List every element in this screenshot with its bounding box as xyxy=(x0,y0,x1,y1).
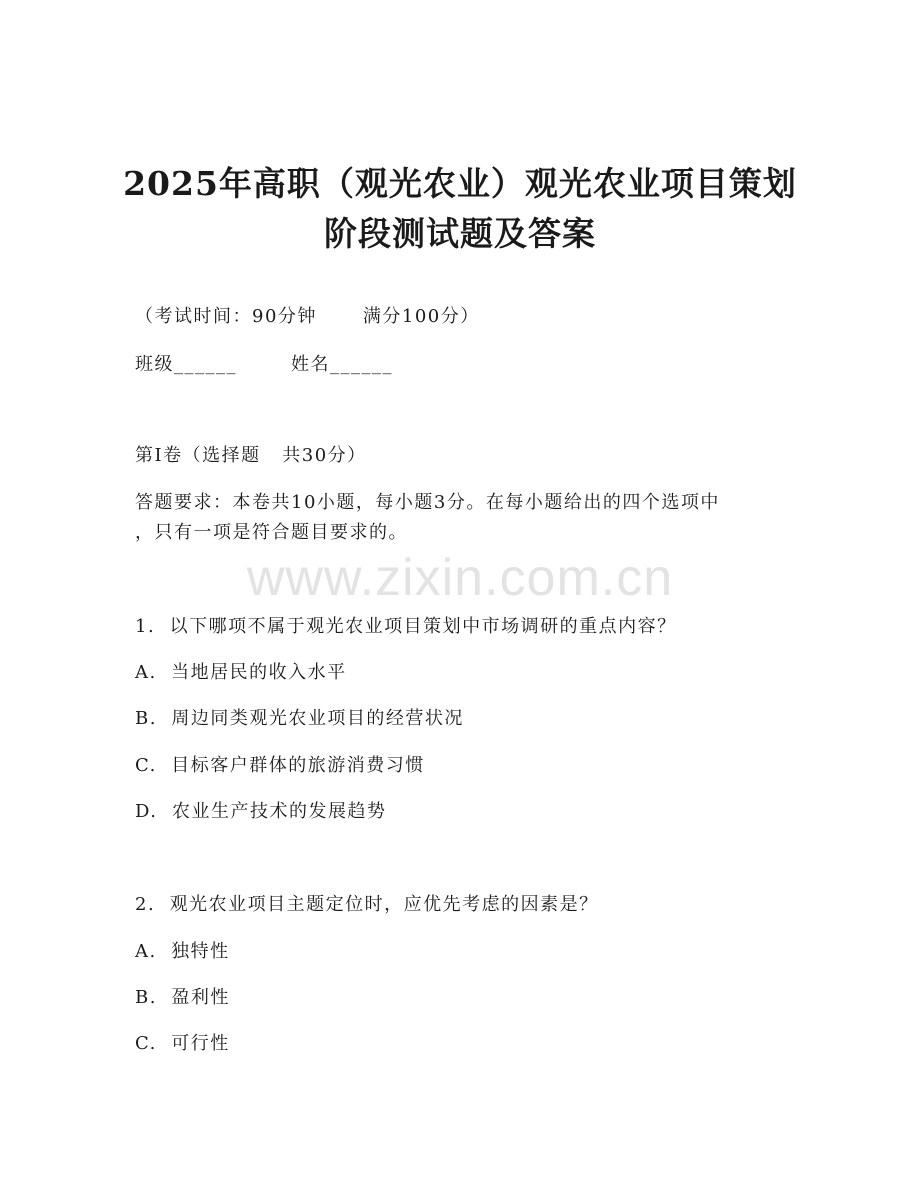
question-1-option-a: A. 当地居民的收入水平 xyxy=(135,662,347,683)
question-1-stem: 1. 以下哪项不属于观光农业项目策划中市场调研的重点内容？ xyxy=(135,616,677,637)
question-1-option-c: C. 目标客户群体的旅游消费习惯 xyxy=(135,755,425,776)
exam-time: （考试时间：90分钟 xyxy=(135,306,317,327)
name-field: 姓名______ xyxy=(291,354,393,375)
question-1-option-d: D. 农业生产技术的发展趋势 xyxy=(135,801,387,822)
full-score: 满分100分） xyxy=(362,306,480,327)
question-2-option-b: B. 盈利性 xyxy=(135,987,230,1008)
watermark: www.zixin.com.cn xyxy=(246,549,674,607)
exam-info xyxy=(135,302,480,328)
section-heading: 第I卷（选择题 共30分） xyxy=(135,445,367,466)
instructions-line-1: 答题要求：本卷共10小题，每小题3分。在每小题给出的四个选项中 xyxy=(135,492,720,513)
document-title-line-1: 2025年高职（观光农业）观光农业项目策划 xyxy=(123,164,797,203)
question-2-option-c: C. 可行性 xyxy=(135,1033,230,1054)
class-field: 班级______ xyxy=(135,354,237,375)
question-2-stem: 2. 观光农业项目主题定位时，应优先考虑的因素是？ xyxy=(135,894,599,915)
student-info xyxy=(135,350,393,376)
instructions-line-2: ，只有一项是符合题目要求的。 xyxy=(135,522,408,543)
question-1-option-b: B. 周边同类观光农业项目的经营状况 xyxy=(135,708,464,729)
question-2-option-a: A. 独特性 xyxy=(135,941,230,962)
document-title-line-2: 阶段测试题及答案 xyxy=(324,214,596,253)
